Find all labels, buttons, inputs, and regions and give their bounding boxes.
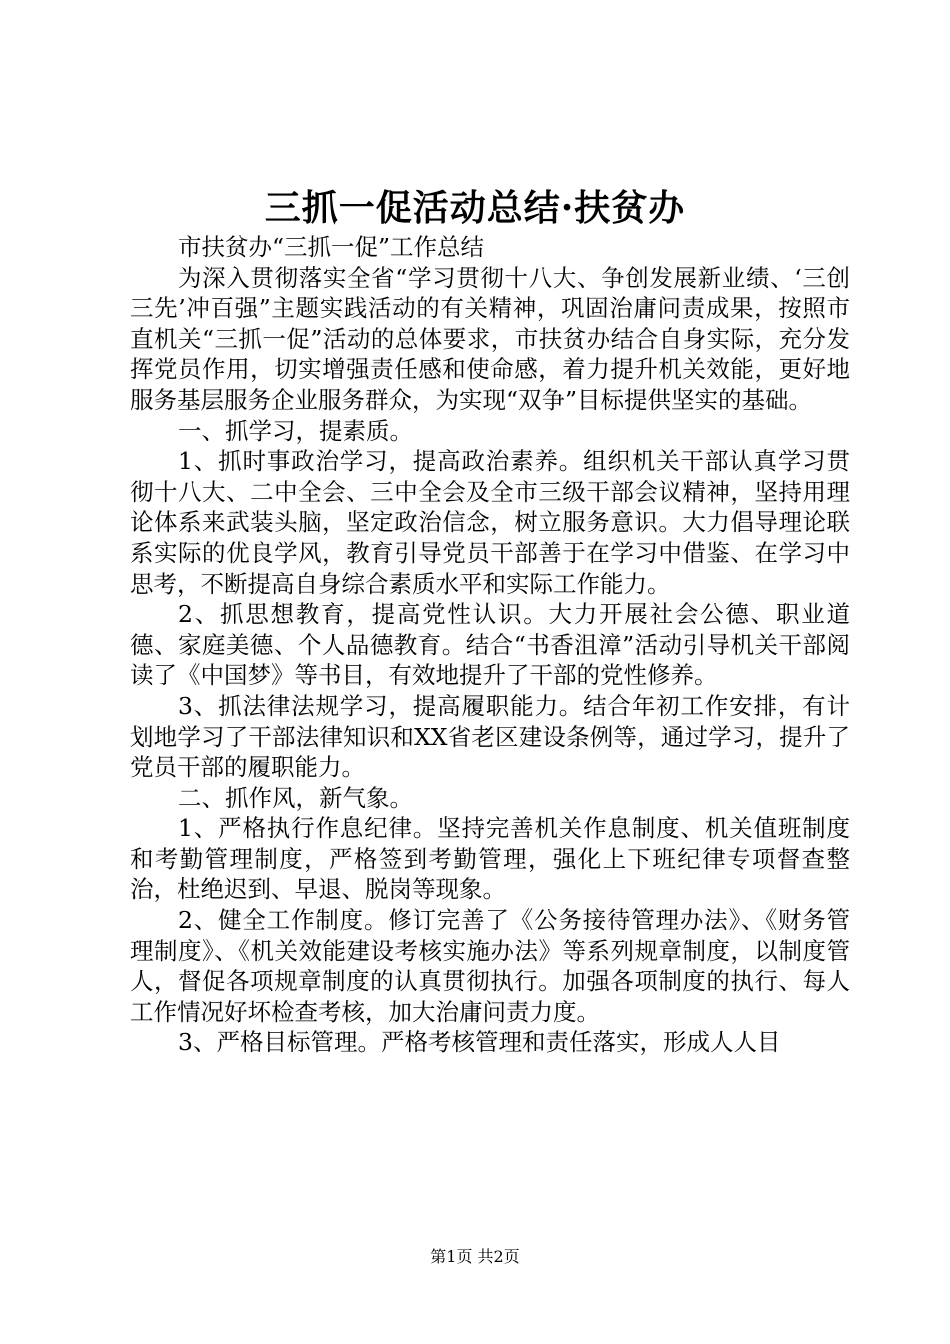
document-body (130, 232, 850, 1058)
section-heading-2: 二、抓作风，新气象。 (178, 783, 413, 812)
paragraph-item: 1、严格执行作息纪律。坚持完善机关作息制度、机关值班制度和考勤管理制度，严格签到考勤管理，强化上下班纪律专项督查整治，杜绝迟到、早退、脱岗等现象。 (130, 814, 850, 904)
section-heading-1: 一、抓学习，提素质。 (178, 416, 413, 445)
paragraph-subtitle: 市扶贫办“三抓一促”工作总结 (178, 233, 485, 261)
paragraph-item: 3、严格目标管理。严格考核管理和责任落实，形成人人目 (178, 1028, 781, 1057)
paragraph-intro: 为深入贯彻落实全省“学习贯彻十八大、争创发展新业绩、‘三创三先’冲百强”主题实践活动的有关精神，巩固治庸问责成果，按照市直机关“三抓一促”活动的总体要求，市扶贫办结合自身实际，充分发挥党员作用，切实增强责任感和使命感，着力提升机关效能，更好地服务基层服务企业服务群众，为实现“双争”目标提供坚实的基础。 (130, 263, 850, 414)
page-number-footer: 第1页 共2页 (430, 1247, 520, 1266)
paragraph-item: 3、抓法律法规学习，提高履职能力。结合年初工作安排，有计划地学习了干部法律知识和XX省老区建设条例等，通过学习，提升了党员干部的履职能力。 (130, 691, 850, 782)
paragraph-item: 1、抓时事政治学习，提高政治素养。组织机关干部认真学习贯彻十八大、二中全会、三中全会及全市三级干部会议精神，坚持用理论体系来武装头脑，坚定政治信念，树立服务意识。大力倡导理论联系实际的优良学风，教育引导党员干部善于在学习中借鉴、在学习中思考，不断提高自身综合素质水平和实际工作能力。 (130, 447, 850, 598)
document-title: 三抓一促活动总结·扶贫办 (264, 187, 686, 229)
paragraph-item: 2、抓思想教育，提高党性认识。大力开展社会公德、职业道德、家庭美德、个人品德教育。结合“书香沮漳”活动引导机关干部阅读了《中国梦》等书目，有效地提升了干部的党性修养。 (130, 600, 850, 690)
paragraph-item: 2、健全工作制度。修订完善了《公务接待管理办法》、《财务管理制度》、《机关效能建设考核实施办法》等系列规章制度，以制度管人，督促各项规章制度的认真贯彻执行。加强各项制度的执行、每人工作情况好坏检查考核，加大治庸问责力度。 (130, 906, 850, 1026)
